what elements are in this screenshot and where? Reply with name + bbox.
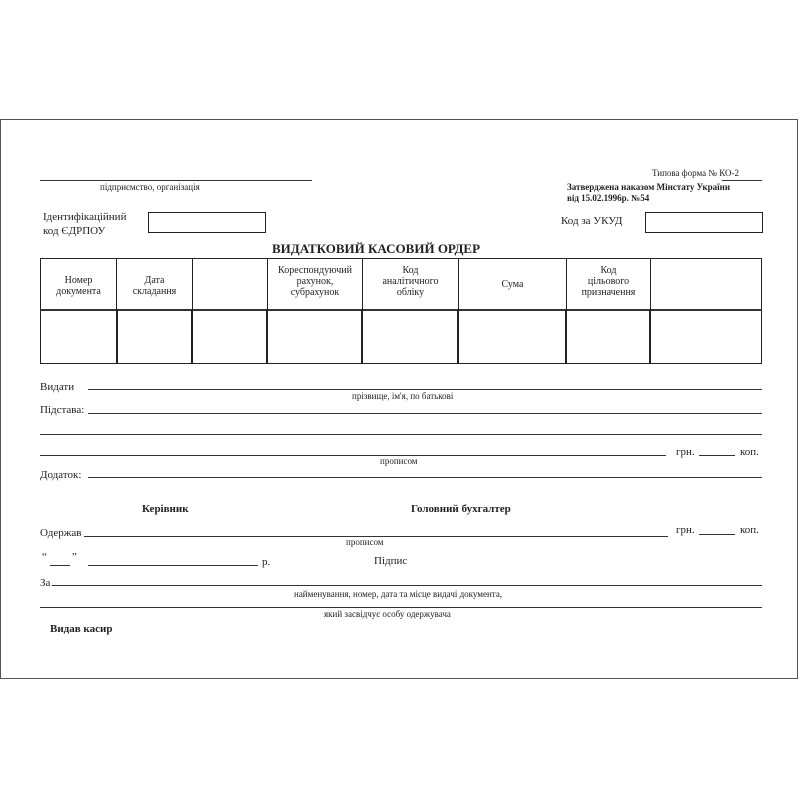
body-divider-2: [191, 309, 193, 364]
month-year-line[interactable]: [88, 565, 258, 566]
document-line[interactable]: [52, 585, 762, 586]
header-cell-number-line2: документа: [56, 286, 101, 297]
body-divider-1: [116, 309, 118, 364]
header-cell-sum-line1: Сума: [501, 279, 524, 290]
body-divider-7: [649, 309, 651, 364]
organization-caption: підприємство, організація: [100, 182, 200, 192]
kopeck-line-1[interactable]: [699, 455, 735, 456]
header-cell-purpose-line2: цільового: [587, 276, 630, 287]
edrpou-code-field[interactable]: [148, 212, 266, 233]
date-quote-open: “: [42, 551, 47, 563]
issue-line[interactable]: [88, 389, 762, 390]
document-title: ВИДАТКОВИЙ КАСОВИЙ ОРДЕР: [272, 241, 481, 256]
year-suffix: р.: [262, 556, 271, 568]
header-cell-date: [117, 275, 192, 297]
issue-label: Видати: [40, 381, 75, 393]
ukud-label: Код за УКУД: [561, 215, 623, 227]
approval-line-2: від 15.02.1996р. №54: [567, 193, 650, 203]
full-name-caption: прізвище, ім'я, по батькові: [352, 391, 454, 401]
hryvnia-label-1: грн.: [676, 446, 695, 458]
received-label: Одержав: [40, 527, 82, 539]
manager-label: Керівник: [142, 503, 189, 515]
header-cell-analytic: [363, 265, 458, 298]
attachment-label: Додаток:: [40, 469, 82, 481]
body-divider-5: [457, 309, 459, 364]
chief-accountant-label: Головний бухгалтер: [411, 503, 511, 515]
header-cell-sum: [459, 279, 566, 290]
document-caption-2: який засвідчує особу одержувача: [324, 609, 451, 619]
edrpou-label-line2: код ЄДРПОУ: [43, 225, 106, 237]
cashier-label: Видав касир: [50, 623, 113, 635]
header-cell-purpose-line1: Код: [600, 265, 617, 276]
form-number-underline: [722, 180, 762, 181]
header-cell-purpose-line3: призначення: [581, 287, 636, 298]
ukud-code-field[interactable]: [645, 212, 763, 233]
col-divider-7: [650, 258, 651, 309]
edrpou-label-line1: Ідентифікаційний: [43, 211, 127, 223]
in-words-caption-1: прописом: [380, 456, 418, 466]
basis-label: Підстава:: [40, 404, 85, 416]
basis-line-2[interactable]: [40, 434, 762, 435]
header-cell-account: [268, 265, 362, 298]
organization-line: [40, 180, 312, 181]
kopeck-line-2[interactable]: [699, 534, 735, 535]
kopeck-label-1: коп.: [740, 446, 759, 458]
document-caption: найменування, номер, дата та місце видачі документа,: [294, 589, 503, 599]
header-cell-number: [41, 275, 116, 297]
signature-label: Підпис: [374, 555, 408, 567]
basis-line[interactable]: [88, 413, 762, 414]
attachment-line[interactable]: [88, 477, 762, 478]
document-line-2[interactable]: [40, 607, 762, 608]
header-cell-account-line1: Кореспондуючий: [278, 265, 352, 276]
header-cell-date-line1: Дата: [144, 275, 165, 286]
header-cell-analytic-line2: аналітичного: [382, 276, 439, 287]
table-header-divider: [40, 309, 762, 311]
hryvnia-label-2: грн.: [676, 524, 695, 536]
header-cell-date-line2: складання: [132, 286, 177, 297]
col-divider-2: [192, 258, 193, 309]
header-cell-number-line1: Номер: [64, 275, 93, 286]
kopeck-label-2: коп.: [740, 524, 759, 536]
header-cell-analytic-line3: обліку: [396, 287, 425, 298]
in-words-caption-2: прописом: [346, 537, 384, 547]
day-line[interactable]: [50, 565, 70, 566]
amount-words-line[interactable]: [40, 455, 666, 456]
body-divider-4: [361, 309, 363, 364]
form-number: Типова форма № КО-2: [652, 168, 739, 178]
body-divider-6: [565, 309, 567, 364]
document-label: За: [40, 577, 51, 589]
date-quote-close: ”: [72, 551, 77, 563]
header-cell-analytic-line1: Код: [402, 265, 419, 276]
header-cell-account-line3: субрахунок: [290, 287, 340, 298]
approval-line-1: Затверджена наказом Мінстату України: [567, 182, 731, 192]
header-cell-purpose: [567, 265, 650, 298]
header-cell-account-line2: рахунок,: [296, 276, 334, 287]
body-divider-3: [266, 309, 268, 364]
